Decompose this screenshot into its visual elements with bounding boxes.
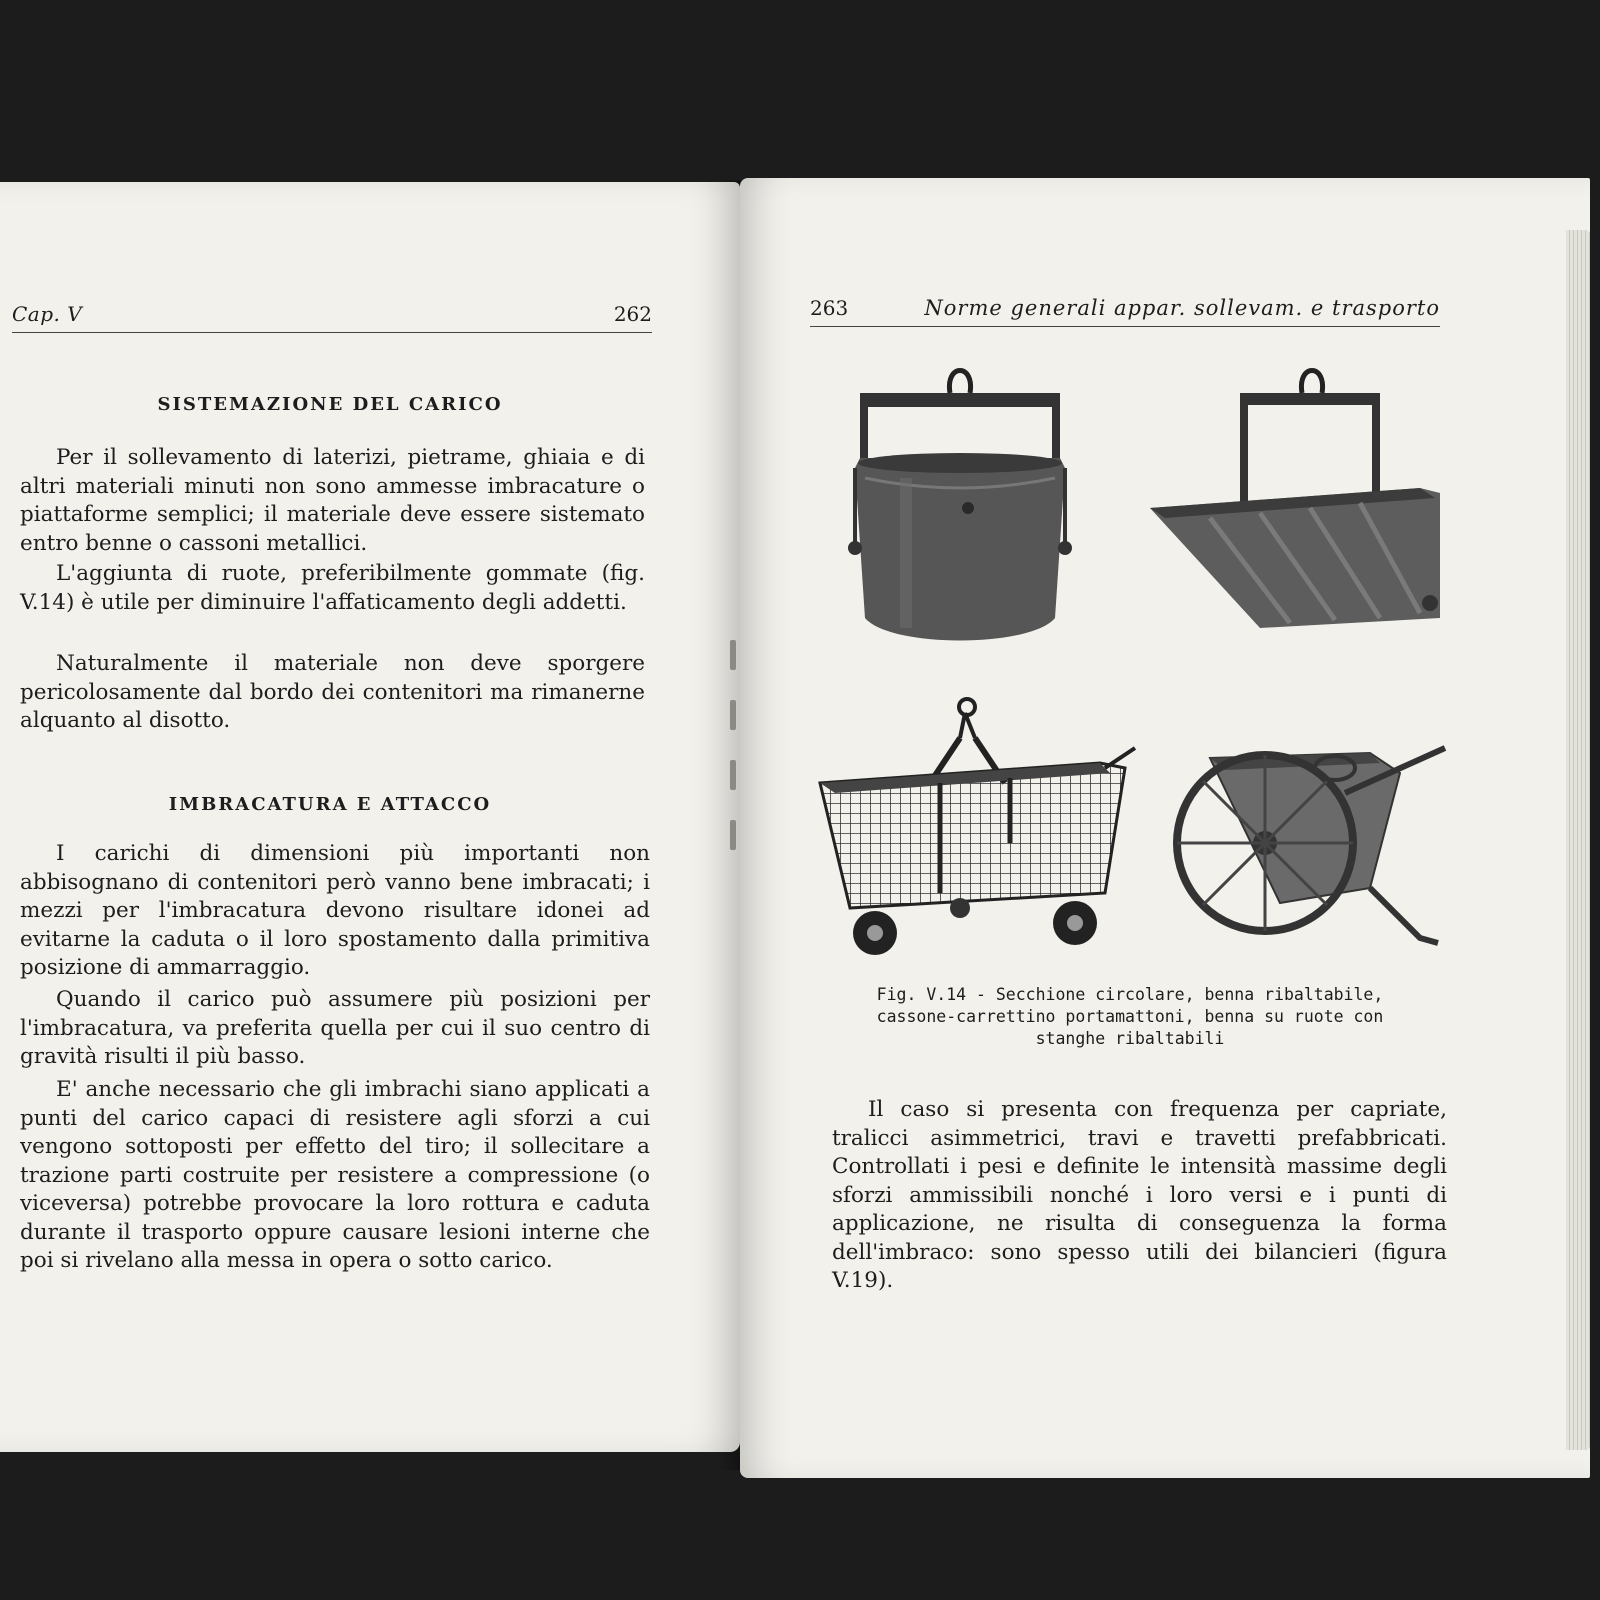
paragraph-5: Quando il carico può assumere più posizioni per l'imbracatura, va preferita quella per cui il suo centro di gravità risulti il più basso. — [20, 987, 650, 1069]
running-title: Norme generali appar. sollevam. e trasporto — [924, 296, 1440, 320]
running-head-right — [810, 296, 1440, 327]
paragraph-2: L'aggiunta di ruote, preferibilmente gommate (fig. V.14) è utile per diminuire l'affaticamento degli addetti. — [20, 561, 645, 615]
paragraph-3: Naturalmente il materiale non deve sporgere pericolosamente dal bordo dei contenitori ma rimanerne alquanto al disotto. — [20, 651, 645, 733]
binding-staple — [730, 820, 736, 850]
mesh-cart-illustration — [810, 693, 1140, 983]
paragraph-4: I carichi di dimensioni più importanti non abbisognano di contenitori però vanno bene imbracati; i mezzi per l'imbracatura devono risultare idonei ad evitarne la caduta o il loro spostamento dalla primitiva posizione di ammarraggio. — [20, 841, 650, 980]
section-title-sistemazione: SISTEMAZIONE DEL CARICO — [157, 394, 503, 415]
page-number-right: 263 — [810, 296, 849, 320]
chapter-label: Cap. V — [12, 302, 83, 326]
left-page — [0, 182, 740, 1452]
binding-staple — [730, 700, 736, 730]
circular-bucket-illustration — [840, 358, 1080, 658]
wheeled-barrow-illustration — [1170, 738, 1460, 978]
running-head-left — [12, 302, 652, 333]
binding-staple — [730, 760, 736, 790]
page-number-left: 262 — [613, 302, 652, 326]
page-edges — [1566, 230, 1590, 1450]
binding-staple — [730, 640, 736, 670]
paragraph-6: E' anche necessario che gli imbrachi siano applicati a punti del carico capaci di resistere agli sforzi a cui vengono sottoposti per effetto del tiro; il sollecitare a trazione parti costruite per resistere a compressione (o viceversa) potrebbe provocare la loro rottura e caduta durante il trasporto oppure causare lesioni interne che poi si rivelano alla messa in opera o sotto carico. — [20, 1077, 650, 1273]
right-page — [740, 178, 1590, 1478]
right-body-paragraph: Il caso si presenta con frequenza per capriate, tralicci asimmetrici, travi e travetti prefabbricati. Controllati i pesi e definite le intensità massime degli sforzi ammissibili nonché i loro versi e i punti di applicazione, ne risulta di conseguenza la forma dell'imbraco: sono spesso utili dei bilancieri (figura V.19). — [832, 1097, 1447, 1293]
section-title-imbracatura: IMBRACATURA E ATTACCO — [168, 794, 492, 815]
paragraph-1: Per il sollevamento di laterizi, pietrame, ghiaia e di altri materiali minuti non sono ammesse imbracature o piattaforme semplici; il materiale deve essere sistemato entro benne o cassoni metallici. — [20, 445, 645, 556]
tipping-skip-illustration — [1140, 358, 1460, 658]
figure-caption: Fig. V.14 - Secchione circolare, benna ribaltabile, cassone-carrettino portamattoni, benna su ruote con stanghe ribaltabili — [876, 985, 1384, 1048]
